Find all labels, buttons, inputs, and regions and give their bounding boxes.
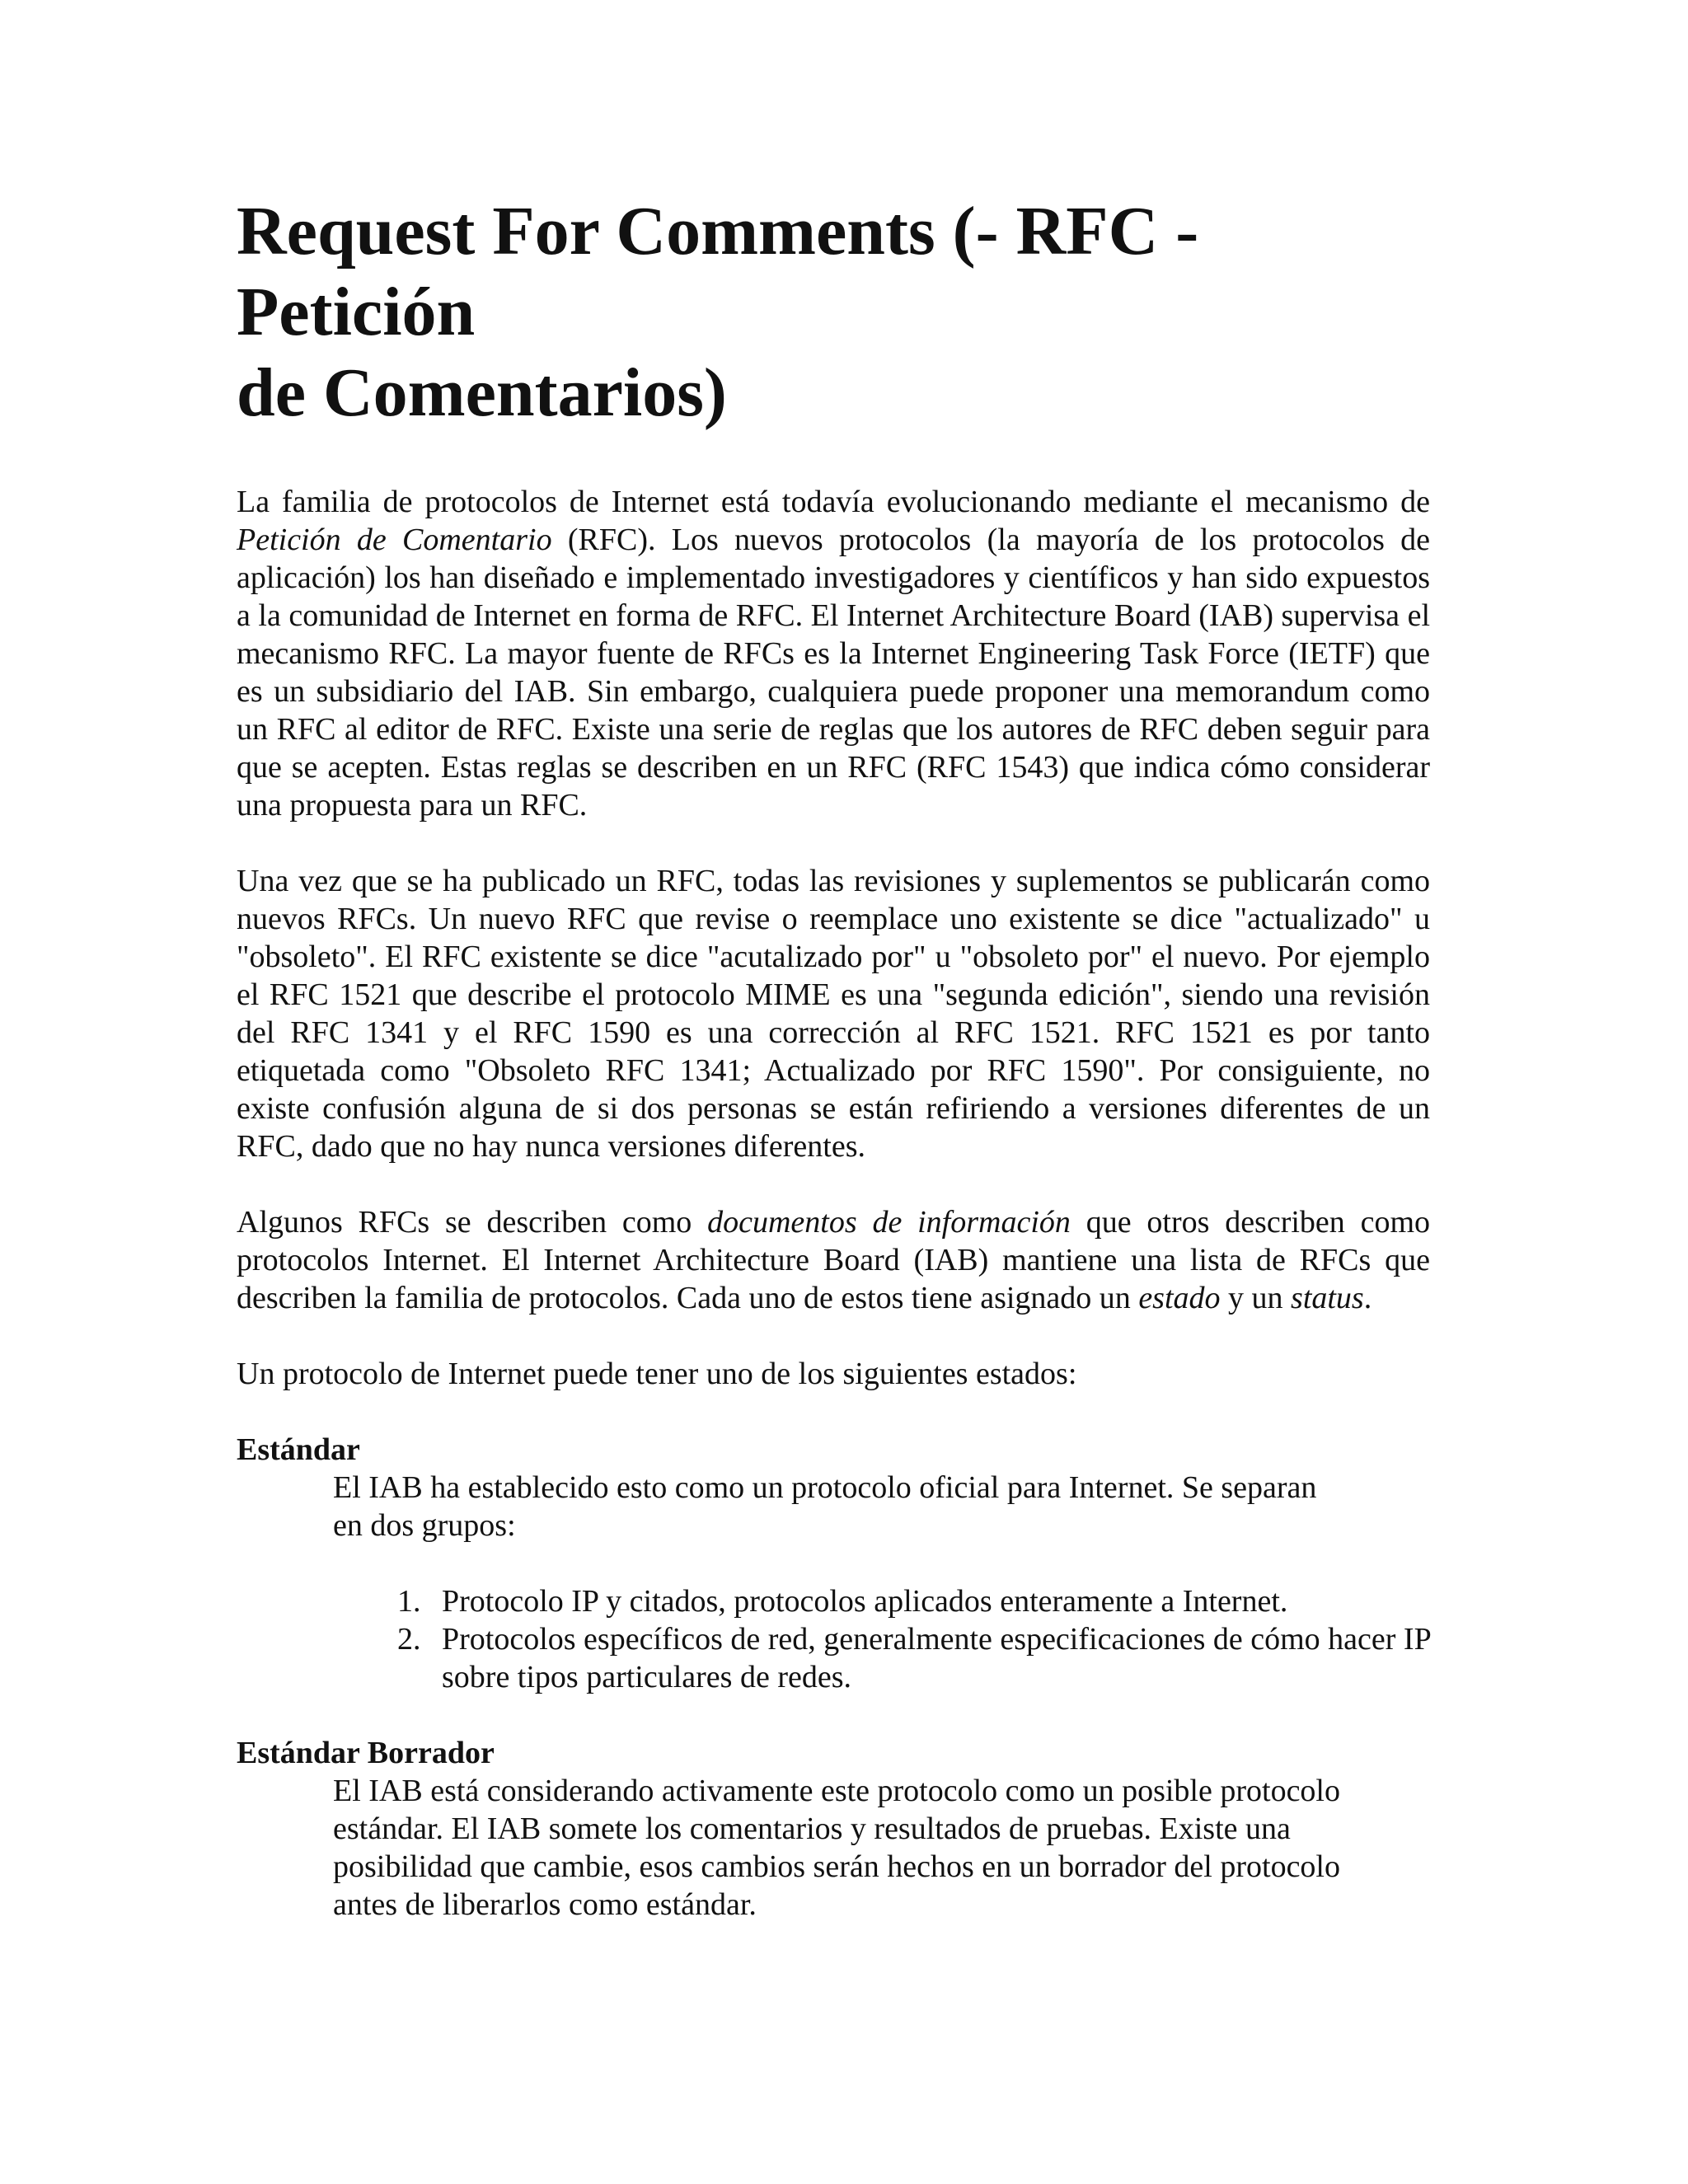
title-line-1: Request For Comments (- RFC -Petición	[237, 193, 1199, 350]
title-line-2: de Comentarios)	[237, 354, 727, 431]
paragraph-estados-intro: Un protocolo de Internet puede tener uno de los siguientes estados:	[237, 1357, 1077, 1391]
emphasis-text: status	[1291, 1281, 1364, 1315]
definition-estandar	[237, 1431, 1430, 1696]
paragraph-rfc-status	[237, 1203, 1430, 1317]
document-page	[237, 191, 1430, 1924]
emphasis-text: estado	[1138, 1281, 1221, 1315]
term-estandar: Estándar	[237, 1432, 360, 1467]
paragraph-text: La familia de protocolos de Internet está todavía evolucionando mediante el mecanismo de	[237, 485, 1430, 519]
definition-text-estandar: El IAB ha establecido esto como un protocolo oficial para Internet. Se separan en dos grupos:	[333, 1470, 1317, 1543]
paragraph-text: (RFC). Los nuevos protocolos (la mayoría de los protocolos de aplicación) los han diseñado e implementado investigadores y científicos y han sido expuestos a la comunidad de Internet en forma de RFC. El Internet Architecture Board (IAB) supervisa el mecanismo RFC. La mayor fuente de RFCs es la Internet Engineering Task Force (IETF) que es un subsidiario del IAB. Sin embargo, cualquiera puede proponer una memorandum como un RFC al editor de RFC. Existe una serie de reglas que los autores de RFC deben seguir para que se acepten. Estas reglas se describen en un RFC (RFC 1543) que indica cómo considerar una propuesta para un RFC.	[237, 523, 1431, 823]
term-estandar-borrador: Estándar Borrador	[237, 1736, 495, 1770]
definition-estandar-borrador	[237, 1734, 1430, 1924]
page-title	[237, 191, 1430, 434]
list-item: 1. Protocolo IP y citados, protocolos aplicados enteramente a Internet.	[429, 1582, 1467, 1620]
paragraph-text: .	[1363, 1281, 1372, 1315]
paragraph-text: y un	[1220, 1281, 1292, 1315]
paragraph-text: que otros describen como protocolos Internet. El Internet Architecture Board (IAB) mantiene una lista de RFCs que describen la familia de protocolos. Cada uno de estos tiene asignado un	[237, 1205, 1431, 1315]
definition-text-borrador: El IAB está considerando activamente este protocolo como un posible protocolo estándar. El IAB somete los comentarios y resultados de pruebas. Existe una posibilidad que cambie, esos cambios serán hechos en un borrador del protocolo antes de liberarlos como estándar.	[333, 1774, 1340, 1922]
paragraph-text: Algunos RFCs se describen como	[237, 1205, 708, 1240]
emphasis-text: documentos de información	[707, 1205, 1071, 1240]
paragraph-rfc-intro	[237, 483, 1430, 824]
grupos-list	[237, 1582, 1467, 1696]
list-item: 2. Protocolos específicos de red, generalmente especificaciones de cómo hacer IP sobre tipos particulares de redes.	[429, 1620, 1467, 1696]
emphasis-text: Petición de Comentario	[237, 523, 552, 557]
paragraph-rfc-revisions: Una vez que se ha publicado un RFC, todas las revisiones y suplementos se publicarán como nuevos RFCs. Un nuevo RFC que revise o reemplace uno existente se dice "actualizado" u "obsoleto". El RFC existente se dice "acutalizado por" u "obsoleto por" el nuevo. Por ejemplo el RFC 1521 que describe el protocolo MIME es una "segunda edición", siendo una revisión del RFC 1341 y el RFC 1590 es una corrección al RFC 1521. RFC 1521 es por tanto etiquetada como "Obsoleto RFC 1341; Actualizado por RFC 1590". Por consiguiente, no existe confusión alguna de si dos personas se están refiriendo a versiones diferentes de un RFC, dado que no hay nunca versiones diferentes.	[237, 864, 1430, 1164]
